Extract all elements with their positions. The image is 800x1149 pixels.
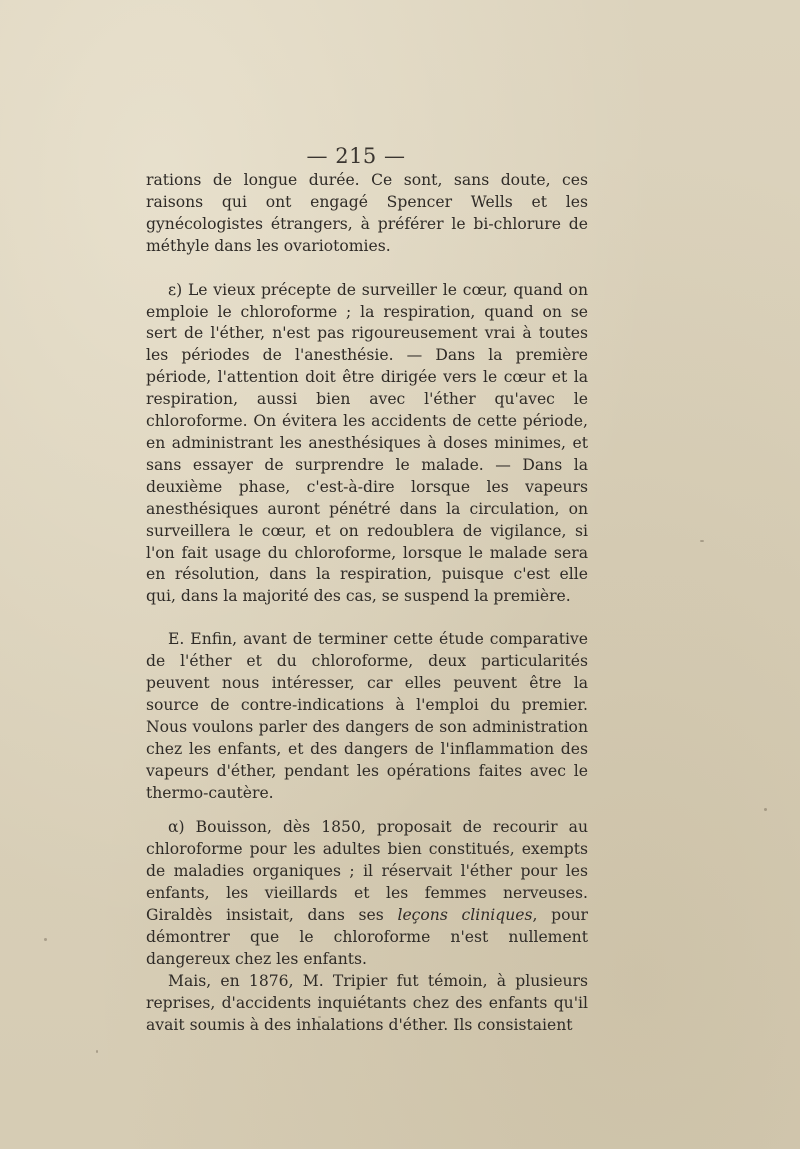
paragraph-alpha-text-before: α) Bouisson, dès 1850, proposait de recourir au chloroforme pour les adultes bien constitués, exempts de maladies organiques ; il réservait l'éther pour les enfants, les vieillards et les femmes nerveuses. Giraldès insistait, dans ses [146,818,588,925]
body-text [146,170,588,1037]
paragraph-continuation: rations de longue durée. Ce sont, sans doute, ces raisons qui ont engagé Spencer Wells et les gynécologistes étrangers, à préférer le bi-chlorure de méthyle dans les ovariotomies. [146,171,588,255]
page-number: — 215 — [306,144,406,168]
paragraph-alpha [146,817,588,970]
paragraph-tripier: Mais, en 1876, M. Tripier fut témoin, à plusieurs reprises, d'accidents inquiétants chez des enfants qu'il avait soumis à des inhalations d'éther. Ils consistaient [146,971,588,1034]
paragraph-section-e: E. Enfin, avant de terminer cette étude comparative de l'éther et du chloroforme, deux particularités peuvent nous intéresser, car elles peuvent être la source de contre-indications à l'emploi du premier. Nous voulons parler des dangers de son administration chez les enfants, et des dangers de l'inflammation des vapeurs d'éther, pendant les opérations faites avec le thermo-cautère. [146,630,588,802]
paper-speck [700,540,704,542]
paper-speck [44,938,47,941]
paragraph-alpha-text-after: , pour démontrer que le chloroforme n'est nullement dangereux chez les enfants. [146,906,589,968]
paragraph-epsilon: ε) Le vieux précepte de surveiller le cœur, quand on emploie le chloroforme ; la respiration, quand on se sert de l'éther, n'est pas rigoureusement vrai à toutes les périodes de l'anesthésie. — Dans la première période, l'attention doit être dirigée vers le cœur et la respiration, aussi bien avec l'éther qu'avec le chloroforme. On évitera les accidents de cette période, en administrant les anesthésiques à doses minimes, et sans essayer de surprendre le malade. — Dans la deuxième phase, c'est-à-dire lorsque les vapeurs anesthésiques auront pénétré dans la circulation, on surveillera le cœur, et on redoublera de vigilance, si l'on fait usage du chloroforme, lorsque le malade sera en résolution, dans la respiration, puisque c'est elle qui, dans la majorité des cas, se suspend la première. [146,280,588,606]
paper-speck [96,1050,98,1053]
paper-speck [318,1016,321,1018]
italic-title: leçons cliniques [397,906,533,925]
paper-speck [764,808,767,811]
